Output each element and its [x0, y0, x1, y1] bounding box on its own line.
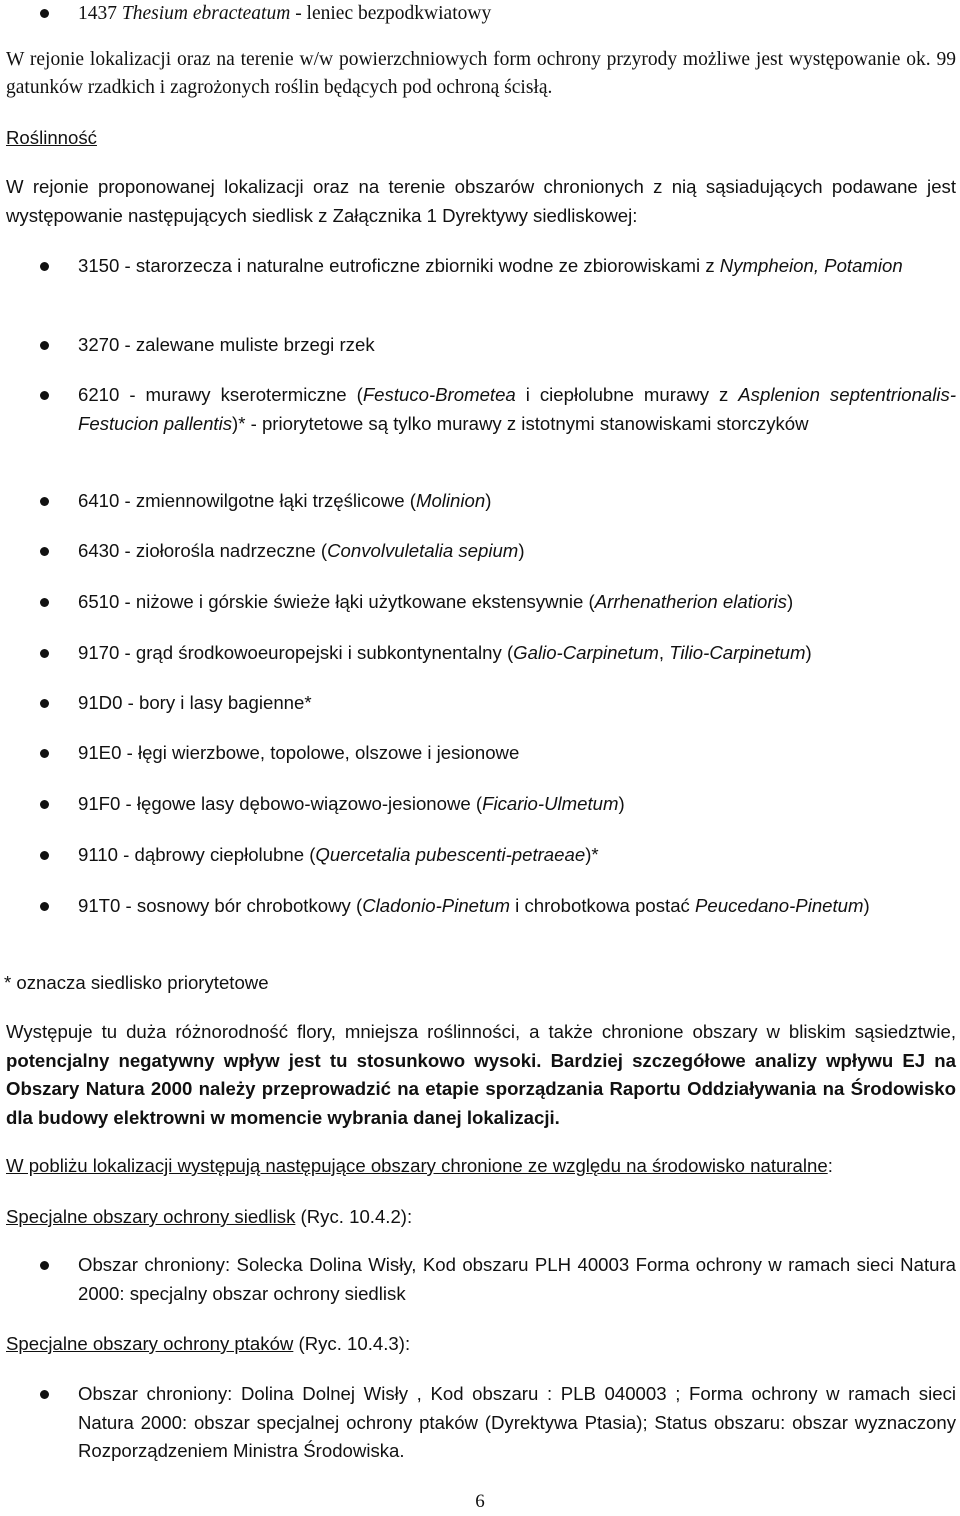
species-code: 1437 [78, 3, 117, 24]
bullet-icon [40, 391, 49, 400]
habitat-item: 6510 - niżowe i górskie świeże łąki użytkowane ekstensywnie (Arrhenatherion elatioris) [78, 591, 794, 612]
section-heading-vegetation: Roślinność [6, 127, 97, 148]
habitat-item: 3270 - zalewane muliste brzegi rzek [78, 334, 375, 355]
bullet-icon [40, 800, 49, 809]
habitat-item: 91F0 - łęgowe lasy dębowo-wiązowo-jesionowe (Ficario-Ulmetum) [78, 793, 625, 814]
oso-item: Obszar chroniony: Dolina Dolnej Wisły , Kod obszaru : PLB 040003 ; Forma ochrony w ramach sieci Natura 2000: obszar specjalnej ochrony ptaków (Dyrektywa Ptasia); Status obszaru: obszar wyznaczony Rozporządzeniem Ministra Środowiska. [78, 1383, 956, 1461]
habitat-item: 6410 - zmiennowilgotne łąki trzęślicowe (Molinion) [78, 490, 492, 511]
habitat-item: 6210 - murawy kserotermiczne (Festuco-Brometea i ciepłolubne murawy z Asplenion septentrionalis-Festucion pallentis)* - priorytetowe są tylko murawy z istotnymi stanowiskami storczyków [78, 384, 957, 434]
bullet-icon [40, 1390, 49, 1399]
habitat-item: 9170 - grąd środkowoeuropejski i subkontynentalny (Galio-Carpinetum, Tilio-Carpinetum) [78, 642, 812, 663]
bullet-icon [40, 547, 49, 556]
species-latin: Thesium ebracteatum [121, 3, 291, 24]
bullet-icon [40, 497, 49, 506]
bullet-icon [40, 9, 49, 18]
habitat-item: 6430 - ziołorośla nadrzeczne (Convolvuletalia sepium) [78, 540, 525, 561]
species-item [78, 0, 956, 29]
bullet-icon [40, 1261, 49, 1270]
impact-paragraph: Występuje tu duża różnorodność flory, mniejsza roślinności, a także chronione obszary w bliskim sąsiedztwie, potencjalny negatywny wpływ jest tu stosunkowo wysoki. Bardziej szczegółowe analizy wpływu EJ na Obszary Natura 2000 należy przeprowadzić na etapie sporządzania Raportu Oddziaływania na Środowisko dla budowy elektrowni w momencie wybrania danej lokalizacji. [6, 1021, 957, 1128]
habitats-intro: W rejonie proponowanej lokalizacji oraz na terenie obszarów chronionych z nią sąsiadujących podawane jest występowanie następujących siedlisk z Załącznika 1 Dyrektywy siedliskowej: [6, 176, 956, 226]
bullet-icon [40, 851, 49, 860]
habitat-item: 9110 - dąbrowy ciepłolubne (Quercetalia pubescenti-petraeae)* [78, 844, 599, 865]
soo-heading: Specjalne obszary ochrony siedlisk (Ryc. 10.4.2): [6, 1206, 413, 1227]
bullet-icon [40, 902, 49, 911]
habitat-item: 3150 - starorzecza i naturalne eutroficzne zbiorniki wodne ze zbiorowiskami z Nympheion, Potamion [78, 255, 903, 276]
habitat-item: 91D0 - bory i lasy bagienne* [78, 692, 312, 713]
bullet-icon [40, 699, 49, 708]
protected-areas-intro: W pobliżu lokalizacji występują następujące obszary chronione ze względu na środowisko naturalne: [6, 1155, 833, 1176]
page-number: 6 [475, 1491, 485, 1512]
intro-paragraph: W rejonie lokalizacji oraz na terenie w/w powierzchniowych form ochrony przyrody możliwe jest występowanie ok. 99 gatunków rzadkich i zagrożonych roślin będących pod ochroną ścisłą. [6, 49, 956, 98]
habitat-item: 91T0 - sosnowy bór chrobotkowy (Cladonio-Pinetum i chrobotkowa postać Peucedano-Pinetum) [78, 895, 870, 916]
priority-footnote: * oznacza siedlisko priorytetowe [4, 972, 269, 993]
oso-heading: Specjalne obszary ochrony ptaków (Ryc. 10.4.3): [6, 1333, 411, 1354]
habitat-item: 91E0 - łęgi wierzbowe, topolowe, olszowe i jesionowe [78, 742, 520, 763]
soo-item: Obszar chroniony: Solecka Dolina Wisły, Kod obszaru PLH 40003 Forma ochrony w ramach sieci Natura 2000: specjalny obszar ochrony siedlisk [78, 1254, 956, 1304]
bullet-icon [40, 649, 49, 658]
bullet-icon [40, 262, 49, 271]
bullet-icon [40, 598, 49, 607]
bullet-icon [40, 341, 49, 350]
bullet-icon [40, 749, 49, 758]
species-polish: - leniec bezpodkwiatowy [290, 3, 492, 24]
